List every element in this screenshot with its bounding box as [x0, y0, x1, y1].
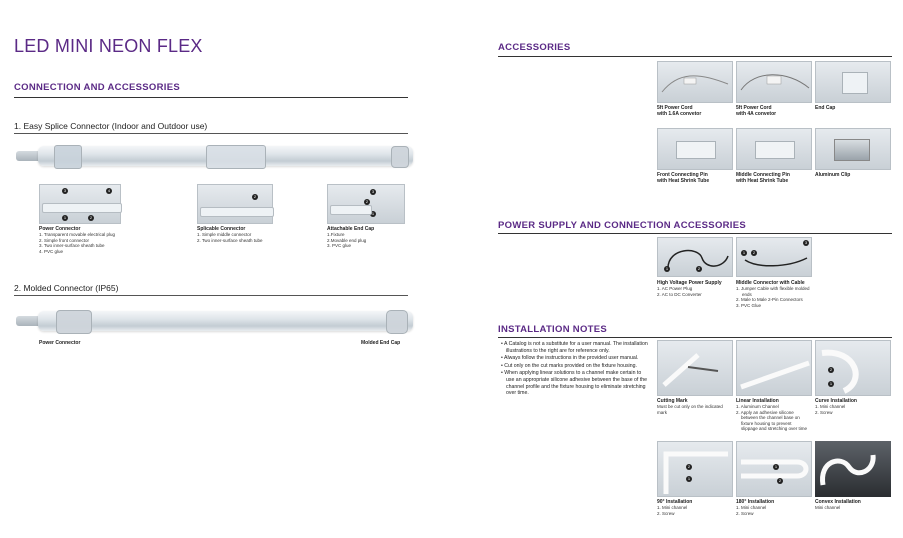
90-degree-installation-image: 2 1 [657, 441, 733, 497]
convex-installation-caption: Convex Installation Mini channel [815, 499, 861, 510]
aluminum-clip-caption: Aluminum Clip [815, 172, 851, 178]
power-divider [498, 233, 892, 234]
aluminum-clip-image [815, 128, 891, 170]
high-voltage-power-supply-image: 1 2 [657, 237, 733, 277]
molded-end-cap-label: Molded End Cap [361, 340, 401, 346]
cutting-mark-image [657, 340, 733, 396]
note-item: • A Catalog is not a substitute for a user manual. The installation illustrations to the right are for reference only. [501, 341, 648, 354]
accessories-divider [498, 56, 892, 57]
item-divider-2 [14, 295, 408, 296]
power-supply-title: POWER SUPPLY AND CONNECTION ACCESSORIES [498, 220, 747, 231]
attachable-end-cap-detail-image: 3 2 1 [327, 184, 405, 224]
power-connector-detail-image: 3 4 1 2 [39, 184, 121, 224]
easy-splice-tube-image [16, 143, 406, 169]
180-degree-installation-image: 1 2 [736, 441, 812, 497]
easy-splice-heading: 1. Easy Splice Connector (Indoor and Outdoor use) [14, 121, 208, 131]
front-connecting-pin-image [657, 128, 733, 170]
middle-connector-cable-caption: Middle Connector with Cable 1. Jumper Cable with flexible molded ends 2. Male to Male 2-Pin Connectors 3. PVC Glue [736, 280, 810, 308]
middle-connecting-pin-image [736, 128, 812, 170]
cutting-mark-caption: Cutting Mark Must be cut only on the indicated mark [657, 398, 723, 415]
item-divider [14, 133, 408, 134]
convex-installation-image [815, 441, 891, 497]
90-degree-installation-caption: 90° Installation 1. Mini channel 2. Screw [657, 499, 693, 516]
splicable-connector-caption: Splicable Connector 1. Simple middle connector 2. Two inner-surface sheath tube [197, 226, 263, 243]
splicable-connector-detail-image: 2 [197, 184, 273, 224]
power-cord-1-6a-image [657, 61, 733, 103]
molded-power-connector-label: Power Connector [39, 340, 81, 346]
end-cap-image [815, 61, 891, 103]
connection-section-title: CONNECTION AND ACCESSORIES [14, 82, 180, 93]
end-cap-caption: End Cap [815, 105, 836, 111]
section-divider [14, 97, 408, 98]
accessories-title: ACCESSORIES [498, 42, 571, 53]
linear-installation-image [736, 340, 812, 396]
power-cord-4a-image [736, 61, 812, 103]
front-connecting-pin-caption: Front Connecting Pin with Heat Shrink Tube [657, 172, 710, 184]
attachable-end-cap-caption: Attachable End Cap 1.Fixture 2.Movable end plug 3. PVC glue [327, 226, 375, 248]
molded-connector-tube-image [16, 308, 406, 334]
note-item: • When applying linear solutions to a channel make certain to use an appropriate silicone adhesive between the base of the channel profile and the fixture housing to eliminate stretching over time. [501, 370, 648, 397]
middle-connector-cable-image: 3 2 1 [736, 237, 812, 277]
linear-installation-caption: Linear Installation 1. Aluminum Channel 2. Apply an adhesive silicone between the channel base on fixture housing to prevent slippage and stretching over time [736, 398, 808, 431]
power-cord-4a-caption: 5ft Power Cord with 4A convetor [736, 105, 777, 117]
installation-title: INSTALLATION NOTES [498, 324, 608, 335]
power-connector-caption: Power Connector 1. Transparent movable electrical plug 2. Simple front connector 3. Two inner-surface sheath tube 4. PVC glue [39, 226, 116, 254]
middle-connecting-pin-caption: Middle Connecting Pin with Heat Shrink Tube [736, 172, 790, 184]
high-voltage-power-supply-caption: High Voltage Power Supply 1. AC Power Plug 2. AC to DC Converter [657, 280, 722, 297]
power-cord-1-6a-caption: 5ft Power Cord with 1.6A convetor [657, 105, 702, 117]
installation-divider [498, 337, 892, 338]
note-item: • Cut only on the cut marks provided on the fixture housing. [501, 362, 637, 369]
180-degree-installation-caption: 180° Installation 1. Mini channel 2. Screw [736, 499, 775, 516]
page-title: LED MINI NEON FLEX [14, 36, 203, 56]
curve-installation-caption: Curve Installation 1. Mini channel 2. Screw [815, 398, 857, 415]
installation-notes-list [500, 341, 650, 398]
molded-connector-heading: 2. Molded Connector (IP65) [14, 283, 119, 293]
note-item: • Always follow the instructions in the provided user manual. [501, 355, 639, 362]
curve-installation-image: 2 1 [815, 340, 891, 396]
